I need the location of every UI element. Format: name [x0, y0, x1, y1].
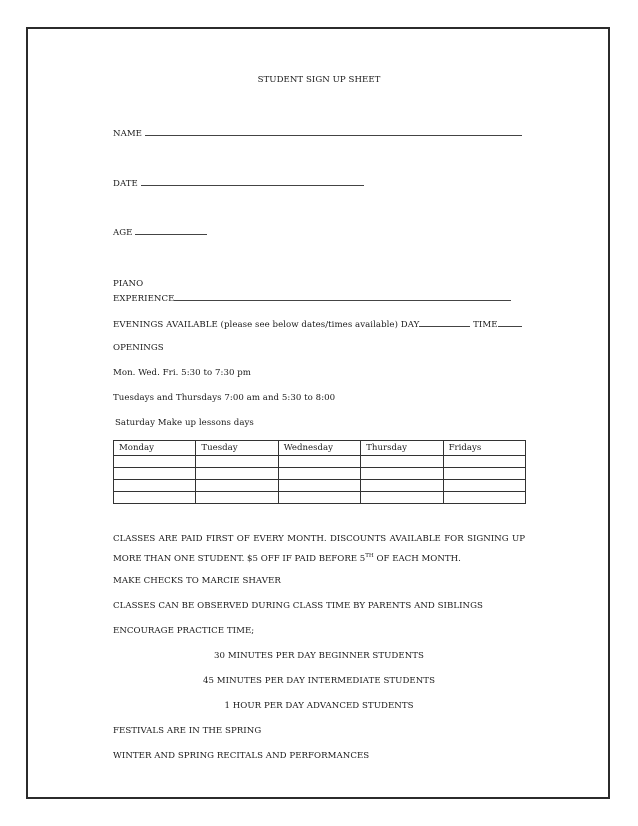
age-blank-line[interactable]: [135, 227, 207, 235]
date-field: [113, 178, 364, 189]
table-row: [114, 480, 526, 492]
schedule-cell[interactable]: [443, 468, 525, 480]
observed-note: CLASSES CAN BE OBSERVED DURING CLASS TIME BY PARENTS AND SIBLINGS: [113, 601, 483, 611]
name-field: [113, 128, 522, 139]
date-label: DATE: [113, 179, 138, 189]
schedule-cell[interactable]: [114, 456, 196, 468]
beginner-note: 30 MINUTES PER DAY BEGINNER STUDENTS: [214, 651, 424, 661]
schedule-cell[interactable]: [196, 468, 278, 480]
festivals-note: FESTIVALS ARE IN THE SPRING: [113, 726, 262, 736]
time-label: TIME: [473, 320, 498, 330]
experience-label: EXPERIENCE: [113, 294, 175, 304]
name-label: NAME: [113, 129, 142, 139]
schedule-cell[interactable]: [361, 468, 443, 480]
age-label: AGE: [113, 228, 133, 238]
payment-line-2b: OF EACH MONTH.: [373, 554, 461, 564]
payment-paragraph: [113, 531, 525, 568]
experience-field: [113, 293, 511, 304]
piano-label: PIANO: [113, 279, 144, 289]
schedule-table: [113, 440, 526, 504]
day-blank-line[interactable]: [419, 319, 470, 327]
schedule-cell[interactable]: [196, 480, 278, 492]
schedule-header-tuesday: Tuesday: [196, 441, 278, 456]
openings-line-tt: Tuesdays and Thursdays 7:00 am and 5:30 to 8:00: [113, 393, 336, 403]
schedule-cell[interactable]: [443, 492, 525, 504]
schedule-cell[interactable]: [443, 456, 525, 468]
schedule-cell[interactable]: [278, 492, 360, 504]
age-field: [113, 227, 207, 238]
schedule-cell[interactable]: [114, 468, 196, 480]
schedule-cell[interactable]: [196, 456, 278, 468]
schedule-cell[interactable]: [196, 492, 278, 504]
practice-note: ENCOURAGE PRACTICE TIME;: [113, 626, 255, 636]
table-row: [114, 492, 526, 504]
name-blank-line[interactable]: [145, 128, 522, 136]
time-blank-line[interactable]: [498, 319, 522, 327]
schedule-cell[interactable]: [361, 492, 443, 504]
schedule-cell[interactable]: [361, 480, 443, 492]
table-row: [114, 468, 526, 480]
schedule-header-row: [114, 441, 526, 456]
payment-superscript: TH: [365, 553, 374, 559]
checks-note: MAKE CHECKS TO MARCIE SHAVER: [113, 576, 281, 586]
openings-line-mwf: Mon. Wed. Fri. 5:30 to 7:30 pm: [113, 368, 252, 378]
openings-line-saturday: Saturday Make up lessons days: [115, 418, 254, 428]
schedule-cell[interactable]: [114, 492, 196, 504]
schedule-cell[interactable]: [278, 468, 360, 480]
recitals-note: WINTER AND SPRING RECITALS AND PERFORMANCES: [113, 751, 370, 761]
schedule-header-wednesday: Wednesday: [278, 441, 360, 456]
schedule-header-monday: Monday: [114, 441, 196, 456]
date-blank-line[interactable]: [141, 178, 364, 186]
payment-line-2a: MORE THAN ONE STUDENT. $5 OFF IF PAID BEFORE 5: [113, 554, 366, 564]
schedule-cell[interactable]: [278, 480, 360, 492]
advanced-note: 1 HOUR PER DAY ADVANCED STUDENTS: [224, 701, 414, 711]
page-title: STUDENT SIGN UP SHEET: [257, 75, 381, 85]
schedule-cell[interactable]: [114, 480, 196, 492]
schedule-header-fridays: Fridays: [443, 441, 525, 456]
experience-blank-line[interactable]: [174, 293, 511, 301]
schedule-cell[interactable]: [443, 480, 525, 492]
evenings-field: [113, 319, 522, 330]
evenings-label: EVENINGS AVAILABLE (please see below dates/times available) DAY: [113, 320, 420, 330]
openings-heading: OPENINGS: [113, 343, 164, 353]
schedule-cell[interactable]: [278, 456, 360, 468]
intermediate-note: 45 MINUTES PER DAY INTERMEDIATE STUDENTS: [202, 676, 436, 686]
schedule-cell[interactable]: [361, 456, 443, 468]
schedule-header-thursday: Thursday: [361, 441, 443, 456]
payment-line-1: CLASSES ARE PAID FIRST OF EVERY MONTH. DISCOUNTS AVAILABLE FOR SIGNING UP: [113, 534, 525, 544]
table-row: [114, 456, 526, 468]
